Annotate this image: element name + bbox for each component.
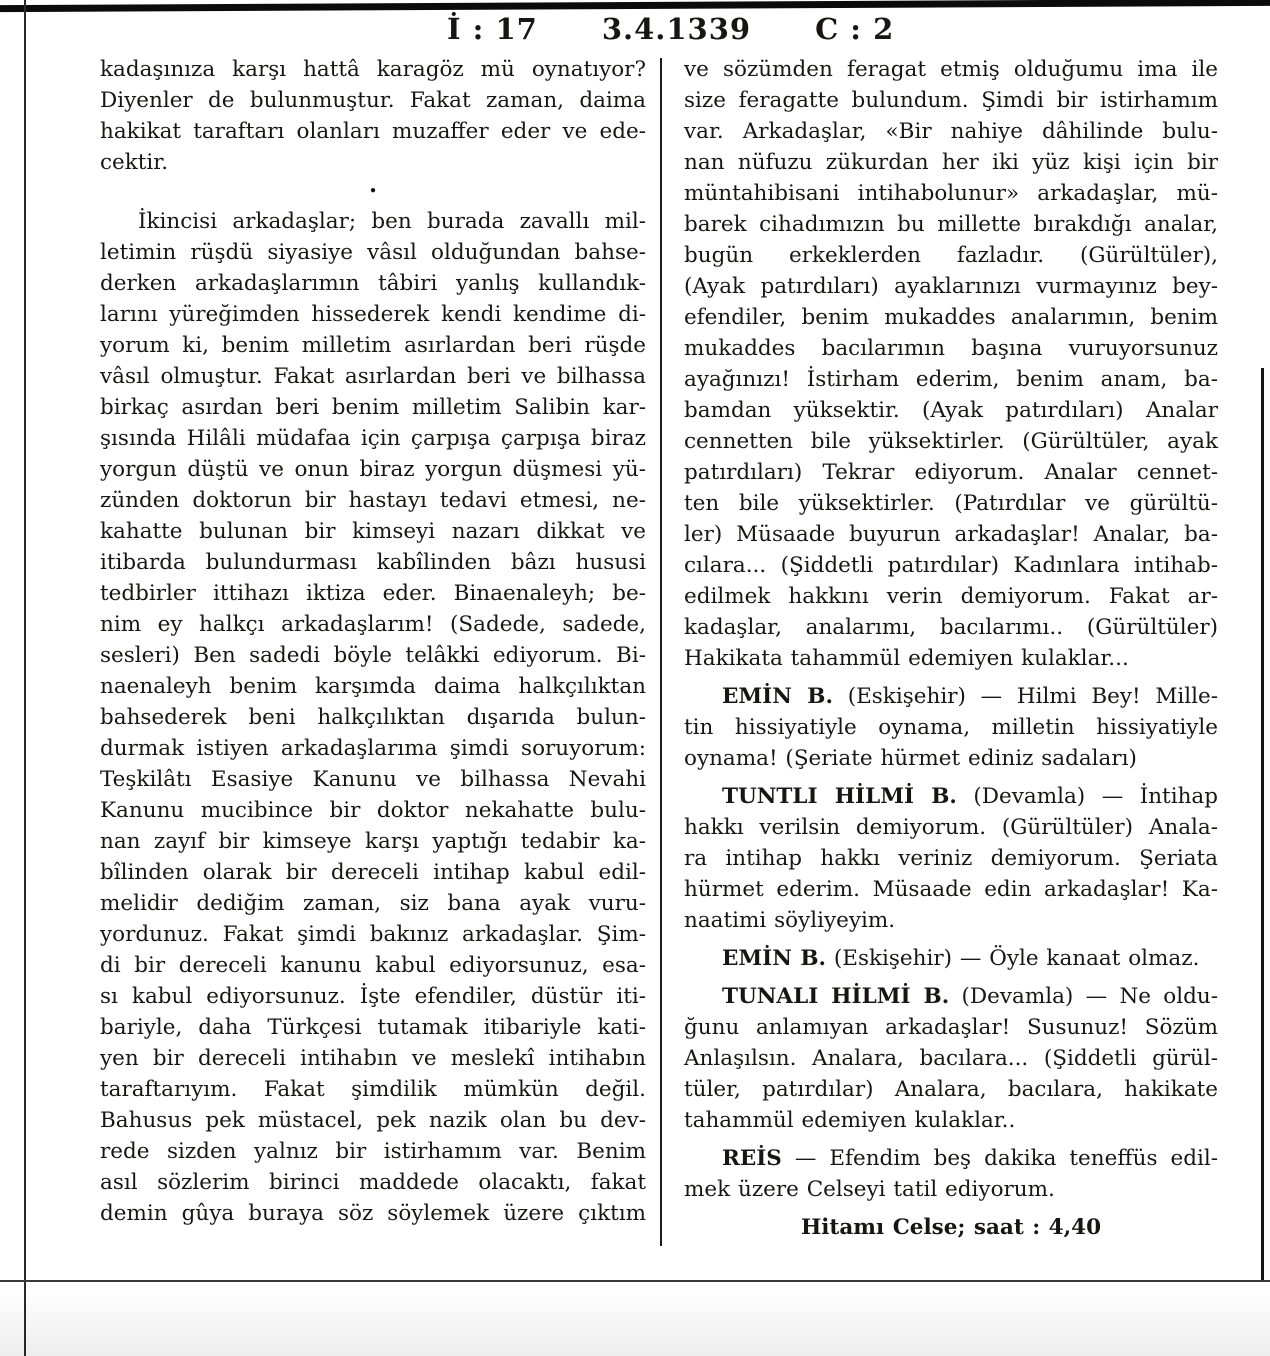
paragraph xyxy=(684,54,1218,674)
right-text-column xyxy=(684,54,1218,1243)
text-line: nim ey halkçı arkadaşlarım! (Sadede, sadede, xyxy=(100,612,646,637)
column-divider-rule xyxy=(660,58,662,1246)
text-line: mukaddes bacılarımın başına vuruyorsunuz xyxy=(684,336,1218,361)
text-line: nan nüfuzu zükurdan her iki yüz kişi için bir xyxy=(684,150,1218,175)
text-line: naatimi söyliyeyim. xyxy=(684,908,896,933)
text-line: tüler, patırdılar) Analara, bacılara, hakikate xyxy=(684,1077,1218,1102)
text-line: sı kabul ediyorsunuz. İşte efendiler, düstür iti- xyxy=(100,984,646,1009)
text-line: bugün erkeklerden fazladır. (Gürültüler), xyxy=(684,243,1218,268)
text-line: cennetten bile yüksektirler. (Gürültüler, ayak xyxy=(684,429,1218,454)
text-line: Diyenler de bulunmuştur. Fakat zaman, daima xyxy=(100,88,646,113)
text-line: şısında Hilâli müdafaa için çarpışa çarpışa biraz xyxy=(100,426,646,451)
text-line: kadaşınıza karşı hattâ karagöz mü oynatıyor? xyxy=(100,57,646,82)
text-line: müntahibisani intihabolunur» arkadaşlar, mü- xyxy=(684,181,1218,206)
paragraph-separator-dot: • xyxy=(368,182,378,200)
text-line: barek cihadımızın bu millette bırakdığı analar, xyxy=(684,212,1218,237)
text-line: bamdan yüksektir. (Ayak patırdıları) Analar xyxy=(684,398,1218,423)
session-number: İ : 17 xyxy=(447,12,538,46)
text-line: ten bile yüksektirler. (Patırdılar ve gürültü- xyxy=(684,491,1218,516)
text-line: ler) Müsaade buyurun arkadaşlar! Analar, ba- xyxy=(684,522,1218,547)
left-text-column xyxy=(100,54,646,1229)
text-line: ra intihap hakkı veriniz demiyorum. Şeriata xyxy=(684,846,1218,871)
text-line: di bir dereceli kanunu kabul ediyorsunuz, esa- xyxy=(100,953,646,978)
paragraph xyxy=(684,1212,1218,1243)
session-date: 3.4.1339 xyxy=(601,12,752,46)
text-line: derken arkadaşlarımın tâbiri yanlış kullandık- xyxy=(100,271,646,296)
text-line: EMİN B. (Eskişehir) — Hilmi Bey! Mille- xyxy=(722,684,1219,709)
speaker-name: EMİN B. xyxy=(722,946,827,971)
text-line: Anlaşılsın. Analara, bacılara... (Şiddetli gürül- xyxy=(684,1046,1218,1071)
text-line: yen bir dereceli intihabın ve meslekî intihabın xyxy=(100,1046,646,1071)
text-line: Hakikata tahammül edemiyen kulaklar... xyxy=(684,646,1129,671)
right-column-paragraphs xyxy=(684,54,1218,1243)
speaker-name: REİS xyxy=(722,1146,782,1171)
text-line: sesleri) Ben sadedi böyle telâkki ediyorum. Bi- xyxy=(100,643,646,668)
text-line: TUNTLI HİLMİ B. (Devamla) — İntihap xyxy=(722,784,1219,809)
left-column-body-paragraphs xyxy=(100,206,646,1229)
text-line: Kanunu mucibince bir doktor nekahatte bulu- xyxy=(100,798,646,823)
text-line: rede sizden yalnız bir istirhamım var. Benim xyxy=(100,1139,646,1164)
sitting-number: C : 2 xyxy=(815,12,895,46)
left-border-rule xyxy=(24,0,26,1356)
text-line: durmak istiyen arkadaşlarıma şimdi soruyorum: xyxy=(100,736,646,761)
text-line: bîlinden olarak bir dereceli intihap kabul edil- xyxy=(100,860,646,885)
text-line: vâsıl olmuştur. Fakat asırlardan beri ve bilhassa xyxy=(100,364,646,389)
text-line: tin hissiyatiyle oynama, milletin hissiyatiyle xyxy=(684,715,1218,740)
speaker-name: TUNALI HİLMİ B. xyxy=(722,984,950,1009)
text-line: kadaşlar, analarımı, bacılarımı.. (Gürültüler) xyxy=(684,615,1218,640)
scan-shadow xyxy=(0,1286,1270,1356)
text-line: efendiler, benim mukaddes analarımın, benim xyxy=(684,305,1218,330)
text-line: nan zayıf bir kimseye karşı yaptığı tedabir ka- xyxy=(100,829,646,854)
text-line: İkincisi arkadaşlar; ben burada zavallı mil- xyxy=(138,209,646,234)
text-line: demin gûya buraya söz söylemek üzere çıktım xyxy=(100,1201,646,1226)
text-line: zünden doktorun bir hastayı tedavi etmesi, ne- xyxy=(100,488,646,513)
speaker-name: EMİN B. xyxy=(722,684,833,709)
text-line: bahsederek beni halkçılıktan dışarıda bulun- xyxy=(100,705,646,730)
paragraph xyxy=(684,781,1218,936)
text-line: tedbirler ittihazı iktiza eder. Binaenaleyh; be- xyxy=(100,581,646,606)
text-line: mek üzere Celseyi tatil ediyorum. xyxy=(684,1177,1055,1202)
text-line: hakikat taraftarı olanları muzaffer eder ve ede- xyxy=(100,119,646,144)
text-line: Hitamı Celse; saat : 4,40 xyxy=(800,1215,1102,1240)
text-line: hakkı verilsin demiyorum. (Gürültüler) Anala- xyxy=(684,815,1218,840)
text-line: taraftarıyım. Fakat şimdilik mümkün değil. xyxy=(100,1077,646,1102)
text-line: yorgun düştü ve onun biraz yorgun düşmesi yü- xyxy=(100,457,646,482)
text-line: yordunuz. Fakat şimdi bakınız arkadaşlar. Şim- xyxy=(100,922,646,947)
text-line: bariyle, daha Türkçesi tutamak itibariyle kati- xyxy=(100,1015,646,1040)
left-column-top-paragraphs xyxy=(100,54,646,178)
right-border-rule xyxy=(1261,368,1264,1282)
paragraph xyxy=(684,981,1218,1136)
text-line: kahatte bulunan bir kimseyi nazarı dikkat ve xyxy=(100,519,646,544)
text-line: tahammül edemiyen kulaklar.. xyxy=(684,1108,1016,1133)
text-line: Teşkilâtı Esasiye Kanunu ve bilhassa Nevahi xyxy=(100,767,646,792)
text-line: var. Arkadaşlar, «Bir nahiye dâhilinde bulu- xyxy=(684,119,1218,144)
text-line: cektir. xyxy=(100,150,169,175)
text-line: ve sözümden feragat etmiş olduğumu ima ile xyxy=(684,57,1218,82)
page-header xyxy=(447,12,894,46)
text-line: melidir dediğim zaman, siz bana ayak vuru- xyxy=(100,891,646,916)
text-line: ayağınızı! İstirham ederim, benim anam, ba- xyxy=(684,367,1218,392)
text-line: asıl sözlerim birinci maddede olacaktı, fakat xyxy=(100,1170,646,1195)
paragraph xyxy=(100,54,646,178)
text-line: yorum ki, benim milletim asırlardan beri rüşde xyxy=(100,333,646,358)
bottom-border-rule xyxy=(0,1280,1270,1282)
paragraph xyxy=(684,681,1218,774)
text-line: REİS — Efendim beş dakika teneffüs edil- xyxy=(722,1146,1218,1171)
text-line: letimin rüşdü siyasiye vâsıl olduğundan bahse- xyxy=(100,240,646,265)
text-line: Bahusus pek müstacel, pek nazik olan bu dev- xyxy=(100,1108,646,1133)
speaker-name: TUNTLI HİLMİ B. xyxy=(722,784,957,809)
text-line: ğunu anlamıyan arkadaşlar! Susunuz! Sözüm xyxy=(684,1015,1218,1040)
text-line: (Ayak patırdıları) ayaklarınızı vurmayınız bey- xyxy=(684,274,1218,299)
paragraph xyxy=(100,206,646,1229)
text-line: TUNALI HİLMİ B. (Devamla) — Ne oldu- xyxy=(722,984,1218,1009)
text-line: cılara... (Şiddetli patırdılar) Kadınlara intihab- xyxy=(684,553,1218,578)
paragraph xyxy=(684,1143,1218,1205)
text-line: birkaç asırdan beri benim milletim Salibin kar- xyxy=(100,395,646,420)
text-line: size feragatte bulundum. Şimdi bir istirhamım xyxy=(684,88,1218,113)
text-line: larını yüreğimden hissederek kendi kendime di- xyxy=(100,302,646,327)
text-line: hürmet ederim. Müsaade edin arkadaşlar! Ka- xyxy=(684,877,1218,902)
text-line: edilmek hakkını verin demiyorum. Fakat ar- xyxy=(684,584,1218,609)
text-line: oynama! (Şeriate hürmet ediniz sadaları) xyxy=(684,746,1137,771)
paragraph xyxy=(684,943,1218,974)
text-line: patırdıları) Tekrar ediyorum. Analar cennet- xyxy=(684,460,1218,485)
text-line: EMİN B. (Eskişehir) — Öyle kanaat olmaz. xyxy=(722,946,1200,971)
text-line: itibarda bulundurması kabîlinden bâzı hususi xyxy=(100,550,646,575)
top-border-rule xyxy=(0,0,1270,12)
text-line: naenaleyh benim karşımda daima halkçılıktan xyxy=(100,674,646,699)
